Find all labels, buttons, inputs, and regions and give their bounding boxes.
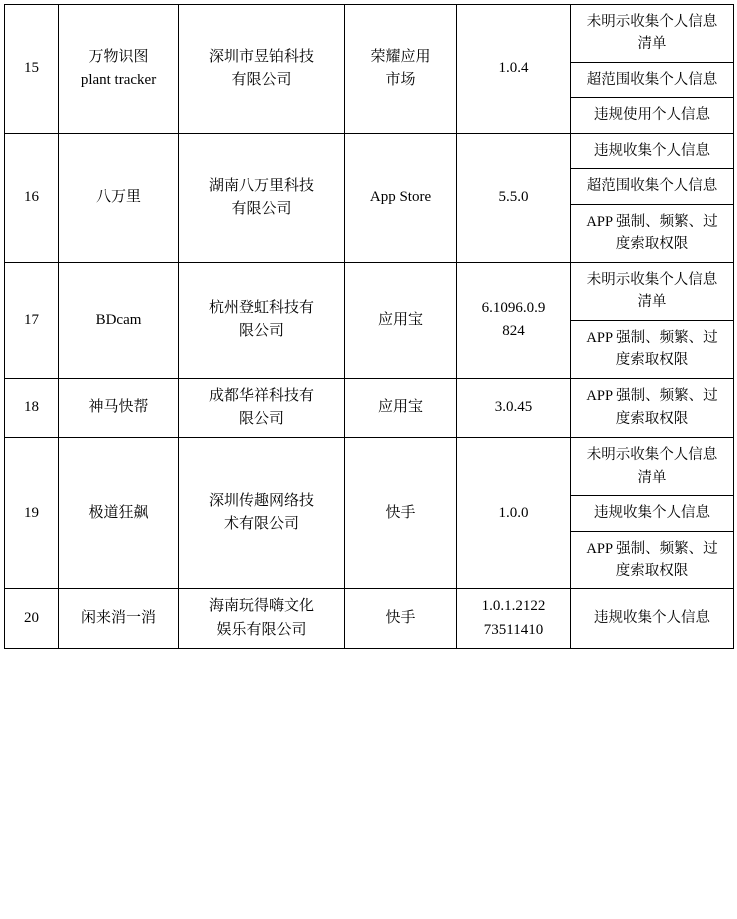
app_name_lines-line: plant tracker [80, 71, 157, 88]
version_lines-line: 73511410 [483, 621, 544, 638]
app_name_lines [59, 589, 179, 649]
app_name_lines-line: 极道狂飙 [88, 504, 149, 521]
row-index-label: 19 [24, 504, 39, 521]
issues-cell [571, 438, 734, 589]
version_lines [457, 262, 571, 378]
company_lines-line: 术有限公司 [223, 516, 299, 533]
issue-line: 未明示收集个人信息 [586, 447, 718, 464]
issue-line: 清单 [637, 36, 667, 53]
issues-cell [571, 589, 734, 649]
app_name_lines [59, 438, 179, 589]
version_lines-line: 5.5.0 [498, 189, 529, 206]
issue-line: APP 强制、频繁、过 [586, 540, 718, 557]
company_lines-line: 海南玩得嗨文化 [208, 598, 314, 615]
version_lines [457, 589, 571, 649]
issue-line: 度索取权限 [615, 352, 689, 369]
issue-line: 违规使用个人信息 [594, 107, 710, 124]
version_lines-line: 824 [502, 323, 525, 340]
app_name_lines-line: 万物识图 [88, 48, 149, 65]
issue-text [571, 496, 733, 531]
issue-row [571, 320, 733, 377]
table-row [5, 589, 734, 649]
row-index-label: 20 [24, 610, 39, 627]
row-index [5, 438, 59, 589]
issue-text [571, 169, 733, 204]
app_name_lines-line: 神马快帮 [88, 399, 149, 416]
company_lines-line: 深圳市昱铂科技 [208, 48, 314, 65]
store_lines-line: 应用宝 [377, 399, 423, 416]
version_lines-line: 1.0.0 [498, 504, 529, 521]
table-row [5, 133, 734, 262]
issue-line: 未明示收集个人信息 [586, 14, 718, 30]
store_lines [345, 589, 457, 649]
app_name_lines-line: 八万里 [95, 189, 141, 206]
version_lines-line: 3.0.45 [494, 399, 533, 416]
app_name_lines [59, 133, 179, 262]
company_lines-line: 有限公司 [231, 71, 292, 88]
issue-line: 违规收集个人信息 [594, 610, 710, 627]
store_lines [345, 262, 457, 378]
app-violations-table [4, 4, 734, 649]
table-row [5, 438, 734, 589]
issues-list [571, 263, 733, 378]
app_name_lines-line: BDcam [95, 311, 142, 328]
store_lines-line: 市场 [385, 71, 416, 88]
row-index [5, 133, 59, 262]
issue-text [571, 438, 733, 495]
issues-cell [571, 378, 734, 438]
table-row [5, 5, 734, 134]
issue-line: 度索取权限 [615, 410, 689, 427]
issue-line: 度索取权限 [615, 236, 689, 253]
store_lines-line: 快手 [385, 504, 416, 521]
issues-list [571, 379, 733, 436]
issue-text [571, 263, 733, 320]
version_lines [457, 5, 571, 134]
issue-line: APP 强制、频繁、过 [586, 329, 718, 346]
company_lines-line: 杭州登虹科技有 [208, 299, 314, 316]
store_lines [345, 133, 457, 262]
row-index-label: 18 [24, 399, 39, 416]
table-row [5, 262, 734, 378]
issues-cell [571, 133, 734, 262]
company_lines-line: 娱乐有限公司 [216, 621, 307, 638]
issues-cell [571, 5, 734, 134]
issue-row [571, 496, 733, 531]
issues-list [571, 601, 733, 635]
version_lines-line: 6.1096.0.9 [481, 299, 546, 316]
store_lines [345, 438, 457, 589]
issue-text [571, 98, 733, 133]
company_lines-line: 限公司 [238, 410, 284, 427]
store_lines-line: 快手 [385, 610, 416, 627]
issue-row [571, 204, 733, 261]
issue-line: APP 强制、频繁、过 [586, 213, 718, 230]
issues-list [571, 438, 733, 588]
company_lines [179, 438, 345, 589]
issue-row [571, 62, 733, 97]
company_lines-line: 深圳传趣网络技 [208, 493, 314, 510]
version_lines-line: 1.0.4 [498, 60, 529, 77]
issue-row [571, 379, 733, 436]
store_lines [345, 378, 457, 438]
issue-row [571, 438, 733, 495]
row-index-label: 17 [24, 311, 39, 328]
store_lines-line: 应用宝 [377, 311, 423, 328]
issue-line: 超范围收集个人信息 [586, 71, 718, 88]
issue-row [571, 5, 733, 62]
row-index [5, 589, 59, 649]
store_lines-line: App Store [369, 189, 432, 206]
app_name_lines [59, 378, 179, 438]
version_lines [457, 378, 571, 438]
issues-list [571, 5, 733, 133]
store_lines [345, 5, 457, 134]
issue-text [571, 204, 733, 261]
app_name_lines-line: 闲来消一消 [80, 610, 156, 627]
company_lines-line: 湖南八万里科技 [208, 177, 314, 194]
table-row [5, 378, 734, 438]
issue-row [571, 169, 733, 204]
issue-row [571, 263, 733, 320]
issue-text [571, 379, 733, 436]
issue-text [571, 601, 733, 635]
version_lines [457, 133, 571, 262]
store_lines-line: 荣耀应用 [370, 48, 431, 65]
table-body [5, 5, 734, 649]
issue-line: 清单 [637, 294, 667, 311]
company_lines [179, 378, 345, 438]
issues-list [571, 134, 733, 262]
issue-row [571, 98, 733, 133]
row-index-label: 15 [24, 60, 39, 77]
row-index [5, 262, 59, 378]
issue-text [571, 320, 733, 377]
issue-line: 度索取权限 [615, 563, 689, 579]
issue-line: 未明示收集个人信息 [586, 271, 718, 288]
company_lines-line: 成都华祥科技有 [208, 387, 314, 404]
row-index [5, 378, 59, 438]
issue-text [571, 62, 733, 97]
issue-row [571, 531, 733, 588]
issue-row [571, 134, 733, 169]
row-index [5, 5, 59, 134]
issue-line: 违规收集个人信息 [594, 505, 710, 522]
company_lines [179, 133, 345, 262]
row-index-label: 16 [24, 189, 39, 206]
issue-text [571, 5, 733, 62]
issue-row [571, 601, 733, 635]
issue-line: APP 强制、频繁、过 [586, 388, 718, 405]
app_name_lines [59, 5, 179, 134]
issues-cell [571, 262, 734, 378]
company_lines-line: 限公司 [238, 323, 284, 340]
app_name_lines [59, 262, 179, 378]
issue-line: 清单 [637, 469, 667, 486]
issue-text [571, 134, 733, 169]
issue-line: 违规收集个人信息 [594, 142, 710, 159]
company_lines [179, 262, 345, 378]
company_lines [179, 589, 345, 649]
version_lines-line: 1.0.1.2122 [481, 598, 546, 615]
issue-text [571, 531, 733, 588]
version_lines [457, 438, 571, 589]
issue-line: 超范围收集个人信息 [586, 178, 718, 195]
company_lines [179, 5, 345, 134]
company_lines-line: 有限公司 [231, 200, 292, 217]
